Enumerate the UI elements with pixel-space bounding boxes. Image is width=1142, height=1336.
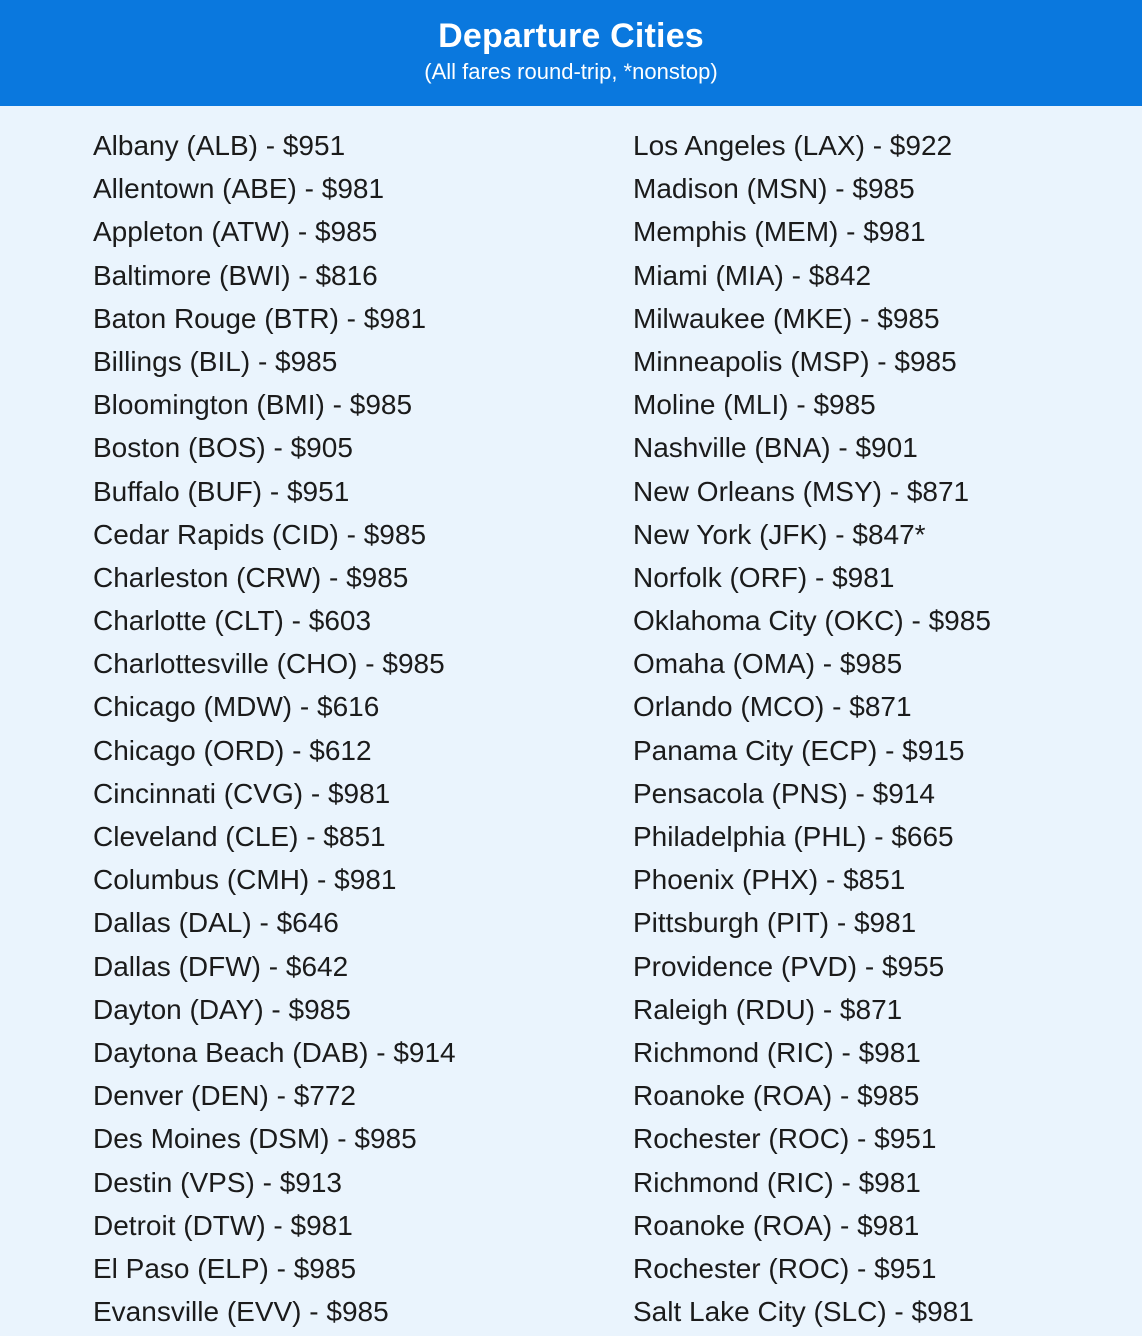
- city-fare-item: Oklahoma City (OKC) - $985: [633, 605, 991, 637]
- page-subtitle: (All fares round-trip, *nonstop): [424, 59, 718, 84]
- city-fare-item: Pittsburgh (PIT) - $981: [633, 907, 917, 939]
- city-fare-item: Cleveland (CLE) - $851: [93, 821, 386, 852]
- city-fare-item: Memphis (MEM) - $981: [633, 216, 926, 248]
- city-fare-item: Allentown (ABE) - $981: [93, 173, 385, 205]
- city-fare-item: Pensacola (PNS) - $914: [633, 777, 935, 809]
- city-fare-item: Cedar Rapids (CID) - $985: [93, 518, 427, 550]
- city-fare-item: Nashville (BNA) - $901: [633, 432, 918, 464]
- city-fare-item: Madison (MSN) - $985: [633, 173, 915, 205]
- city-fare-item: Cincinnati (CVG) - $981: [93, 777, 391, 809]
- city-fare-item: Evansville (EVV) - $985: [93, 1296, 389, 1328]
- city-fare-item: Boston (BOS) - $905: [93, 432, 353, 464]
- city-fare-item: Dallas (DAL) - $646: [93, 907, 339, 939]
- city-fare-item: Richmond (RIC) - $981: [633, 1166, 921, 1198]
- city-fare-item: Phoenix (PHX) - $851: [633, 864, 906, 896]
- city-fare-item: Daytona Beach (DAB) - $914: [93, 1036, 456, 1068]
- city-fare-item: Bloomington (BMI) - $985: [93, 389, 413, 421]
- city-fare-item: Charlotte (CLT) - $603: [93, 605, 372, 637]
- city-fare-item: Appleton (ATW) - $985: [93, 216, 378, 248]
- city-fare-item: New Orleans (MSY) - $871: [633, 475, 970, 507]
- left-city-list: [93, 124, 633, 1333]
- city-fare-item: Denver (DEN) - $772: [93, 1080, 356, 1112]
- city-fare-item: Chicago (MDW) - $616: [93, 691, 380, 723]
- city-fare-item: Albany (ALB) - $951: [93, 130, 346, 161]
- city-fare-item: Omaha (OMA) - $985: [633, 648, 903, 680]
- city-fare-item: Orlando (MCO) - $871: [633, 691, 912, 723]
- city-fare-item: Richmond (RIC) - $981: [633, 1036, 921, 1068]
- city-fare-item: Panama City (ECP) - $915: [633, 734, 965, 766]
- city-fare-item: Norfolk (ORF) - $981: [633, 561, 895, 593]
- city-fare-item: Des Moines (DSM) - $985: [93, 1123, 417, 1155]
- city-fare-item: Detroit (DTW) - $981: [93, 1209, 353, 1241]
- city-fare-item: Rochester (ROC) - $951: [633, 1123, 937, 1155]
- city-fare-item: Roanoke (ROA) - $981: [633, 1209, 920, 1241]
- city-fare-item: Providence (PVD) - $955: [633, 950, 945, 982]
- city-fare-item: Dayton (DAY) - $985: [93, 993, 351, 1025]
- city-fare-item: Salt Lake City (SLC) - $981: [633, 1296, 974, 1328]
- city-fare-item: Milwaukee (MKE) - $985: [633, 302, 940, 334]
- city-fare-item: Rochester (ROC) - $951: [633, 1252, 937, 1284]
- city-fare-item: Buffalo (BUF) - $951: [93, 475, 350, 507]
- city-fare-item: New York (JFK) - $847*: [633, 518, 926, 550]
- city-fare-item: Miami (MIA) - $842: [633, 259, 872, 291]
- header-banner: [0, 0, 1142, 106]
- city-fare-item: Philadelphia (PHL) - $665: [633, 821, 954, 852]
- city-fare-item: Charleston (CRW) - $985: [93, 561, 409, 593]
- city-fare-item: Minneapolis (MSP) - $985: [633, 345, 957, 377]
- city-fare-item: Moline (MLI) - $985: [633, 389, 876, 421]
- city-fare-item: Baton Rouge (BTR) - $981: [93, 302, 427, 334]
- city-fare-item: Columbus (CMH) - $981: [93, 864, 397, 896]
- city-fare-item: Los Angeles (LAX) - $922: [633, 130, 953, 161]
- right-city-list: [633, 124, 1133, 1333]
- city-columns: [0, 124, 1142, 1333]
- city-fare-item: El Paso (ELP) - $985: [93, 1252, 357, 1284]
- city-fare-item: Billings (BIL) - $985: [93, 345, 338, 377]
- city-fare-item: Dallas (DFW) - $642: [93, 950, 349, 982]
- city-fare-item: Raleigh (RDU) - $871: [633, 993, 903, 1025]
- city-fare-item: Baltimore (BWI) - $816: [93, 259, 378, 291]
- page-title: Departure Cities: [438, 17, 704, 55]
- city-fare-item: Chicago (ORD) - $612: [93, 734, 372, 766]
- city-fare-item: Destin (VPS) - $913: [93, 1166, 342, 1198]
- city-fare-item: Roanoke (ROA) - $985: [633, 1080, 920, 1112]
- city-fare-item: Charlottesville (CHO) - $985: [93, 648, 445, 680]
